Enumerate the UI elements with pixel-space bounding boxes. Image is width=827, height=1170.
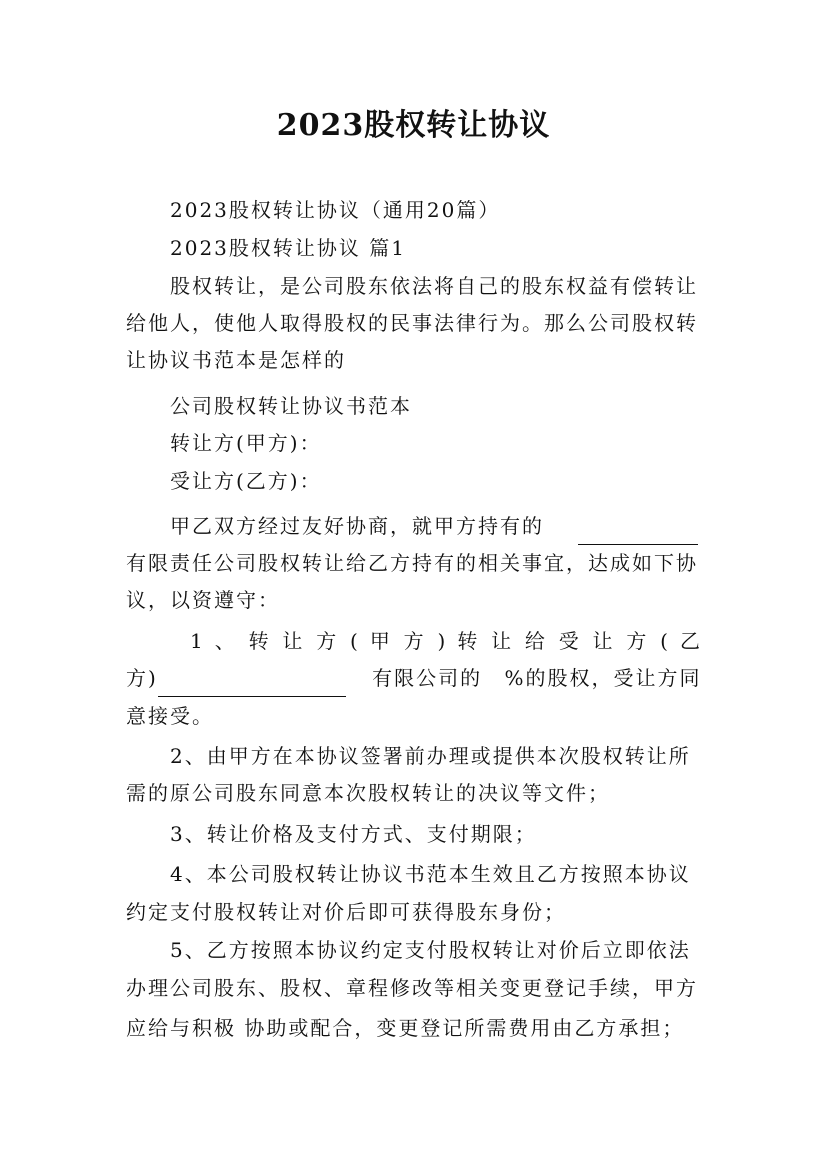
clause-line — [126, 660, 702, 697]
clause-line: 3、转让价格及支付方式、支付期限； — [170, 822, 537, 846]
clause-text: 有限公司的 — [372, 666, 483, 690]
transferor-label: 转让方(甲方)： — [170, 431, 322, 455]
clause-line: 意接受。 — [126, 704, 214, 728]
clause-line: 5、乙方按照本协议约定支付股权转让对价后立即依法 — [170, 938, 691, 962]
paragraph-text: 甲乙双方经过友好协商，就甲方持有的 — [170, 514, 544, 538]
document-title: 2023股权转让协议 — [276, 108, 551, 143]
sample-title: 公司股权转让协议书范本 — [170, 394, 412, 418]
paragraph-line — [170, 508, 702, 545]
clause-line: 办理公司股东、股权、章程修改等相关变更登记手续，甲方 — [126, 976, 698, 1000]
transferee-label: 受让方(乙方)： — [170, 469, 322, 493]
paragraph-line: 有限责任公司股权转让给乙方持有的相关事宜，达成如下协 — [126, 551, 698, 575]
clause-line: 约定支付股权转让对价后即可获得股东身份； — [126, 900, 566, 924]
paragraph-line: 让协议书范本是怎样的 — [126, 348, 346, 372]
clause-line: 应给与积极 协助或配合，变更登记所需费用由乙方承担； — [126, 1016, 685, 1040]
clause-line: 2、由甲方在本协议签署前办理或提供本次股权转让所 — [170, 744, 691, 768]
clause-text: %的股权，受让方同 — [504, 666, 702, 690]
paragraph-line: 给他人，使他人取得股权的民事法律行为。那么公司股权转 — [126, 311, 698, 335]
blank-underline — [158, 674, 346, 697]
clause-line: 1 、 转 让 方 ( 甲 方 ) 转 让 给 受 让 方 ( 乙 — [190, 629, 702, 653]
paragraph-line: 股权转让，是公司股东依法将自己的股东权益有偿转让 — [170, 274, 698, 298]
clause-line: 4、本公司股权转让协议书范本生效且乙方按照本协议 — [170, 862, 691, 886]
document-subtitle: 2023股权转让协议（通用20篇） — [170, 198, 501, 222]
clause-line: 需的原公司股东同意本次股权转让的决议等文件； — [126, 781, 610, 805]
blank-underline — [578, 522, 698, 545]
clause-text: 方) — [126, 666, 158, 690]
paragraph-line: 议，以资遵守： — [126, 588, 280, 612]
section-heading: 2023股权转让协议 篇1 — [170, 236, 406, 260]
